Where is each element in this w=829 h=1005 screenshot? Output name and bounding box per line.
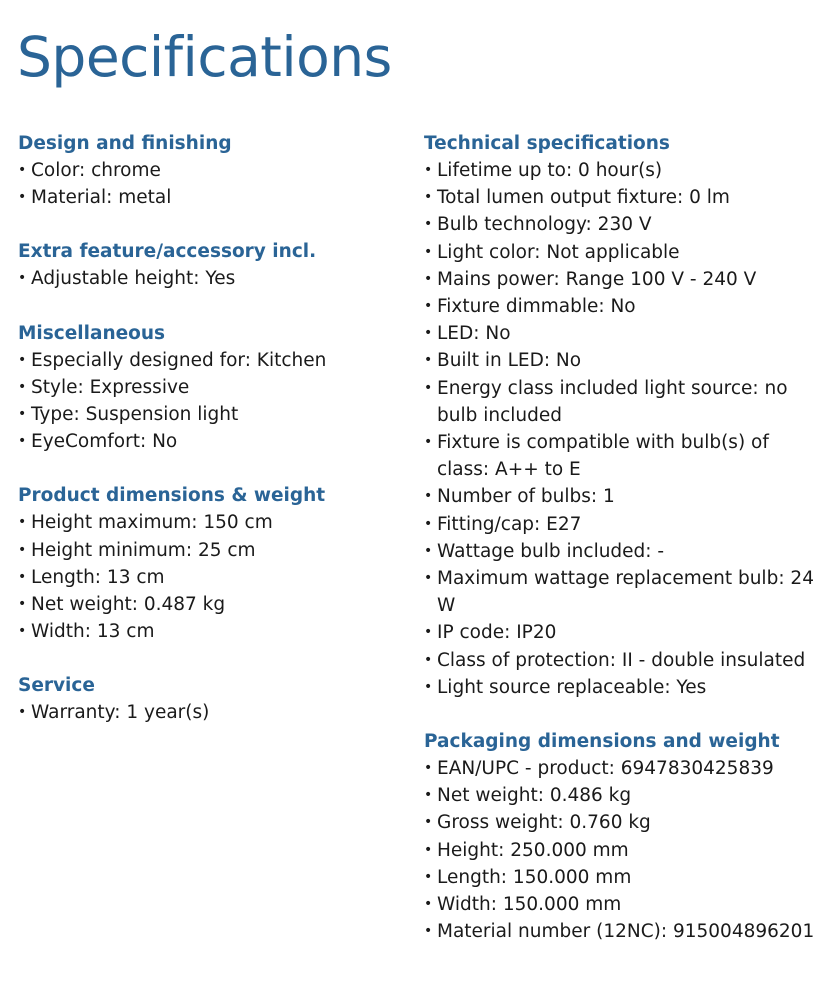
right-column — [424, 130, 824, 972]
spec-item: • Maximum wattage replacement bulb: 24 W — [424, 565, 824, 619]
spec-item: • Bulb technology: 230 V — [424, 211, 824, 238]
spec-list — [18, 509, 408, 645]
spec-item: • Light source replaceable: Yes — [424, 674, 824, 701]
spec-item: • Warranty: 1 year(s) — [18, 699, 408, 726]
spec-item: • Style: Expressive — [18, 374, 408, 401]
spec-item: • Wattage bulb included: - — [424, 538, 824, 565]
spec-item: • Gross weight: 0.760 kg — [424, 809, 824, 836]
spec-item: • Total lumen output fixture: 0 lm — [424, 184, 824, 211]
spec-list — [18, 157, 408, 211]
spec-item: • IP code: IP20 — [424, 619, 824, 646]
spec-item: • Material number (12NC): 915004896201 — [424, 918, 824, 945]
spec-item: • Net weight: 0.487 kg — [18, 591, 408, 618]
spec-item: • Height minimum: 25 cm — [18, 537, 408, 564]
spec-item: • Built in LED: No — [424, 347, 824, 374]
spec-item: • Length: 150.000 mm — [424, 864, 824, 891]
section-design-finishing — [18, 130, 408, 211]
spec-item: • Net weight: 0.486 kg — [424, 782, 824, 809]
spec-item: • Width: 13 cm — [18, 618, 408, 645]
section-heading: Extra feature/accessory incl. — [18, 241, 317, 263]
section-service — [18, 672, 408, 726]
spec-item: • EAN/UPC - product: 6947830425839 — [424, 755, 824, 782]
section-heading: Product dimensions & weight — [18, 485, 326, 507]
spec-item: • Class of protection: II - double insulated — [424, 647, 824, 674]
spec-item: • Mains power: Range 100 V - 240 V — [424, 266, 824, 293]
section-technical-specifications — [424, 130, 824, 701]
spec-list — [424, 157, 824, 701]
spec-item: • Light color: Not applicable — [424, 239, 824, 266]
section-miscellaneous — [18, 320, 408, 456]
section-product-dimensions — [18, 482, 408, 645]
spec-list — [18, 265, 408, 292]
spec-item: • Height: 250.000 mm — [424, 837, 824, 864]
section-heading: Miscellaneous — [18, 322, 166, 344]
spec-item: • Color: chrome — [18, 157, 408, 184]
spec-item: • Fitting/cap: E27 — [424, 511, 824, 538]
page-title: Specifications — [17, 25, 392, 89]
left-column — [18, 130, 408, 754]
spec-item: • Fixture dimmable: No — [424, 293, 824, 320]
spec-item: • Lifetime up to: 0 hour(s) — [424, 157, 824, 184]
spec-item: • LED: No — [424, 320, 824, 347]
spec-item: • EyeComfort: No — [18, 428, 408, 455]
spec-item: • Height maximum: 150 cm — [18, 509, 408, 536]
section-heading: Design and finishing — [18, 133, 232, 154]
section-heading: Technical specifications — [424, 133, 670, 154]
spec-item: • Number of bulbs: 1 — [424, 483, 824, 510]
spec-item: • Type: Suspension light — [18, 401, 408, 428]
spec-item: • Energy class included light source: no bulb included — [424, 375, 824, 429]
section-heading: Packaging dimensions and weight — [424, 731, 780, 753]
spec-list — [424, 755, 824, 945]
spec-item: • Especially designed for: Kitchen — [18, 347, 408, 374]
spec-item: • Width: 150.000 mm — [424, 891, 824, 918]
spec-item: • Length: 13 cm — [18, 564, 408, 591]
spec-item: • Material: metal — [18, 184, 408, 211]
spec-list — [18, 347, 408, 456]
section-extra-feature — [18, 238, 408, 292]
section-heading: Service — [18, 675, 95, 697]
spec-item: • Fixture is compatible with bulb(s) of class: A++ to E — [424, 429, 824, 483]
section-packaging-dimensions — [424, 728, 824, 945]
spec-item: • Adjustable height: Yes — [18, 265, 408, 292]
spec-list — [18, 699, 408, 726]
